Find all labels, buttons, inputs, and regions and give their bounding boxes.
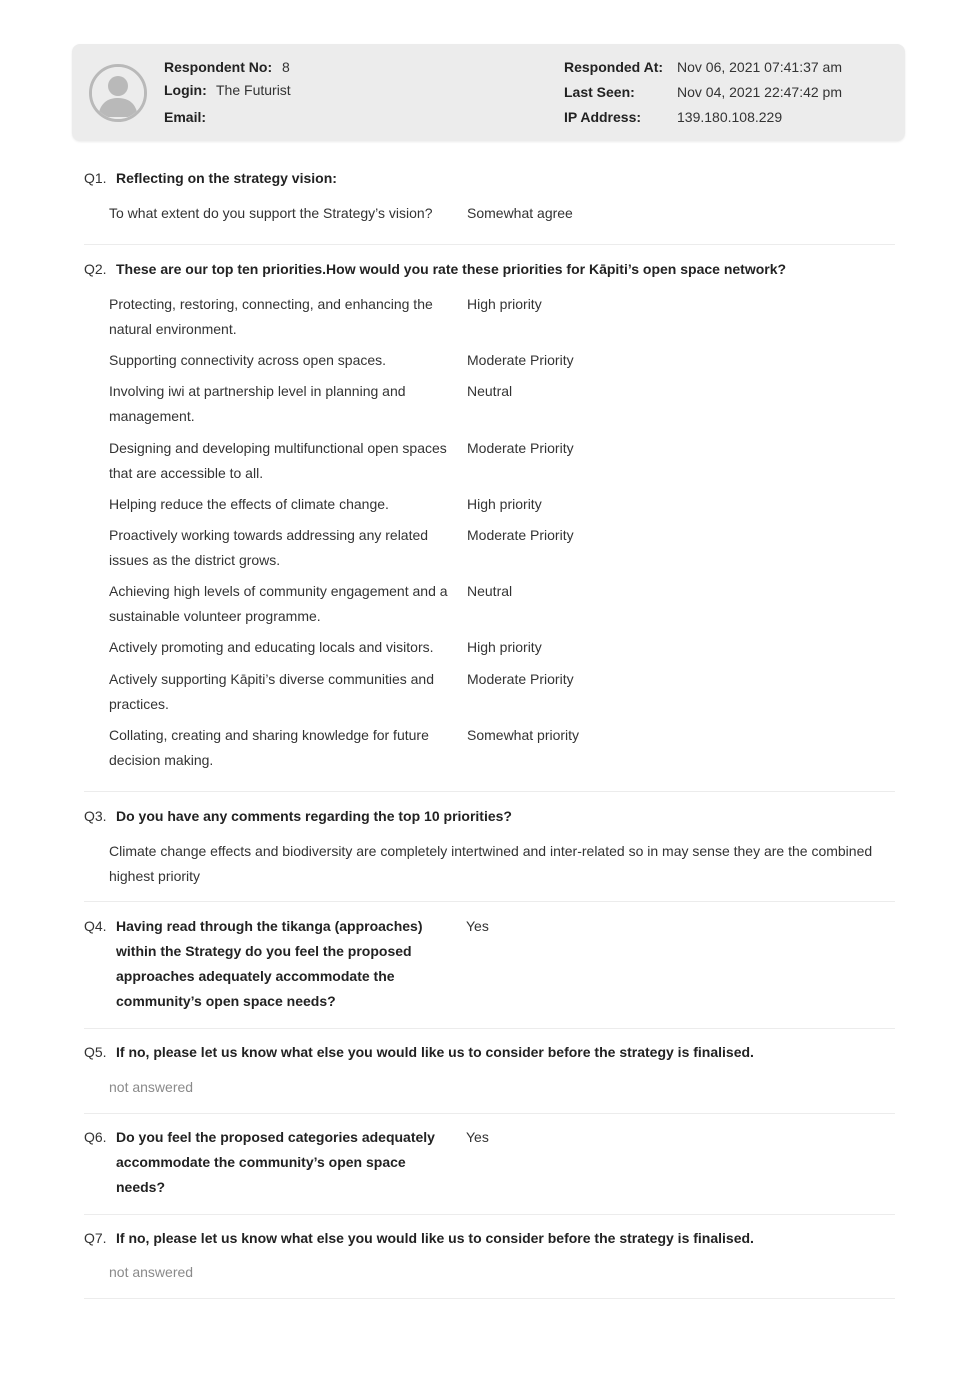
respondent-header-card: [72, 44, 905, 141]
question-number: Q3.: [84, 808, 107, 824]
priority-row-value: High priority: [467, 496, 542, 512]
ip-address-value: 139.180.108.229: [677, 109, 783, 125]
question-text: Do you have any comments regarding the top 10 priorities?: [116, 808, 512, 824]
question-text: If no, please let us know what else you would like us to consider before the strategy is finalised.: [116, 1044, 754, 1060]
question-number: Q1.: [84, 170, 107, 186]
priority-row-value: Moderate Priority: [467, 671, 574, 687]
question-text: If no, please let us know what else you would like us to consider before the strategy is finalised.: [116, 1230, 754, 1246]
question-number: Q4.: [84, 918, 107, 934]
user-avatar-icon: [89, 64, 147, 122]
priority-row-value: Neutral: [467, 383, 513, 399]
not-answered-text: not answered: [109, 1264, 194, 1280]
question-number: Q5.: [84, 1044, 107, 1060]
priority-row-label: Helping reduce the effects of climate change.: [109, 496, 389, 512]
priority-row-value: Moderate Priority: [467, 440, 574, 456]
comment-answer: Climate change effects and biodiversity are completely intertwined and inter-related so in may sense they are the combined highest priority: [109, 843, 873, 884]
priority-row-label: Protecting, restoring, connecting, and enhancing the natural environment.: [109, 296, 433, 337]
divider: [84, 244, 895, 245]
last-seen-value: Nov 04, 2021 22:47:42 pm: [677, 84, 843, 100]
answer-value: Yes: [466, 1129, 489, 1145]
divider: [84, 1028, 895, 1029]
question-text: Reflecting on the strategy vision:: [116, 170, 337, 186]
question-text: Do you feel the proposed categories adequately accommodate the community’s open space needs?: [116, 1129, 435, 1195]
priority-row-label: Designing and developing multifunctional open spaces that are accessible to all.: [109, 440, 447, 481]
priority-row-label: Collating, creating and sharing knowledge for future decision making.: [109, 727, 429, 768]
respondent-no-value: 8: [282, 59, 290, 75]
priority-row-value: Neutral: [467, 583, 513, 599]
responded-at-label: Responded At:: [564, 59, 664, 75]
priority-row-value: High priority: [467, 296, 542, 312]
divider: [84, 901, 895, 902]
priority-row-label: Supporting connectivity across open spaces.: [109, 352, 387, 368]
priority-row-value: Somewhat priority: [467, 727, 580, 743]
last-seen-label: Last Seen:: [564, 84, 635, 100]
email-label: Email:: [164, 109, 207, 125]
responded-at-value: Nov 06, 2021 07:41:37 am: [677, 59, 843, 75]
priority-row-label: Actively supporting Kāpiti’s diverse communities and practices.: [109, 671, 435, 712]
divider: [84, 1214, 895, 1215]
question-text: Having read through the tikanga (approaches) within the Strategy do you feel the proposed approaches adequately accommodate the community’s open space needs?: [116, 918, 423, 1009]
question-number: Q6.: [84, 1129, 107, 1145]
ip-address-label: IP Address:: [564, 109, 642, 125]
not-answered-text: not answered: [109, 1079, 194, 1095]
priority-row-label: Achieving high levels of community engagement and a sustainable volunteer programme.: [109, 583, 448, 624]
row-value: Somewhat agree: [467, 205, 573, 221]
priority-row-value: High priority: [467, 639, 542, 655]
divider: [84, 791, 895, 792]
row-label: To what extent do you support the Strategy’s vision?: [109, 205, 433, 221]
divider: [84, 1113, 895, 1114]
priority-row-value: Moderate Priority: [467, 352, 574, 368]
respondent-no-label: Respondent No:: [164, 59, 273, 75]
question-text: These are our top ten priorities.How would you rate these priorities for Kāpiti’s open space network?: [116, 261, 787, 277]
priority-row-label: Involving iwi at partnership level in planning and management.: [109, 383, 406, 424]
answer-value: Yes: [466, 918, 489, 934]
priority-row-label: Actively promoting and educating locals and visitors.: [109, 639, 434, 655]
login-value: The Futurist: [216, 82, 291, 98]
question-number: Q7.: [84, 1230, 107, 1246]
login-label: Login:: [164, 82, 207, 98]
question-number: Q2.: [84, 261, 107, 277]
priority-row-label: Proactively working towards addressing any related issues as the district grows.: [109, 527, 429, 568]
priority-row-value: Moderate Priority: [467, 527, 574, 543]
divider: [84, 1298, 895, 1299]
